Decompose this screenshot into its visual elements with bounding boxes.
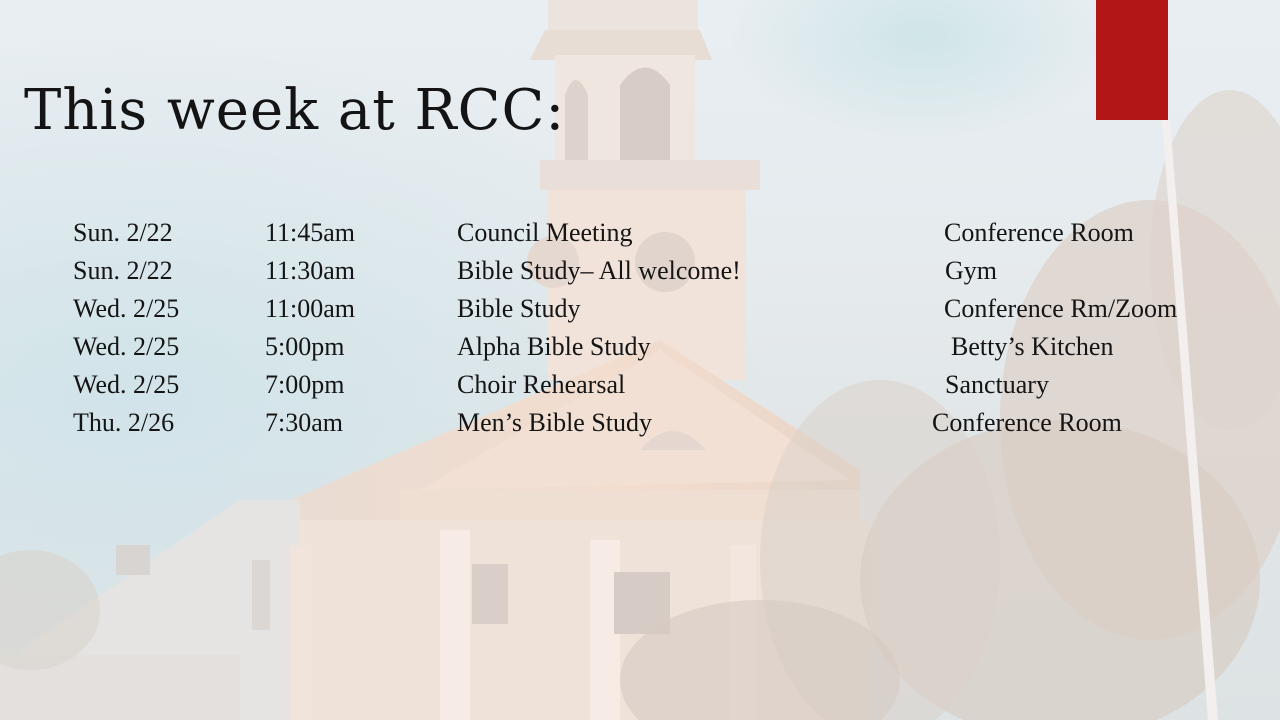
event-day: Wed. 2/25 xyxy=(73,332,180,361)
event-day: Sun. 2/22 xyxy=(73,218,173,247)
event-time: 7:00pm xyxy=(265,370,345,399)
schedule-table xyxy=(0,214,1280,442)
schedule-row xyxy=(0,290,1280,328)
slide-title: This week at RCC: xyxy=(24,78,566,143)
event-location: Betty’s Kitchen xyxy=(951,332,1114,361)
event-name: Alpha Bible Study xyxy=(457,332,651,361)
event-day: Sun. 2/22 xyxy=(73,256,173,285)
event-location: Sanctuary xyxy=(945,370,1049,399)
event-time: 7:30am xyxy=(265,408,343,437)
event-time: 11:45am xyxy=(265,218,356,247)
event-location: Conference Rm/Zoom xyxy=(944,294,1178,323)
schedule-row xyxy=(0,404,1280,442)
red-accent-bar xyxy=(1096,0,1168,120)
schedule-row xyxy=(0,328,1280,366)
event-time: 11:30am xyxy=(265,256,356,285)
event-name: Council Meeting xyxy=(457,218,633,247)
event-time: 11:00am xyxy=(265,294,356,323)
event-location: Conference Room xyxy=(944,218,1134,247)
event-location: Conference Room xyxy=(932,408,1122,437)
event-day: Wed. 2/25 xyxy=(73,294,180,323)
event-day: Thu. 2/26 xyxy=(73,408,175,437)
event-name: Bible Study xyxy=(457,294,581,323)
schedule-row xyxy=(0,252,1280,290)
schedule-row xyxy=(0,366,1280,404)
event-name: Choir Rehearsal xyxy=(457,370,626,399)
event-name: Men’s Bible Study xyxy=(457,408,653,437)
event-day: Wed. 2/25 xyxy=(73,370,180,399)
event-name: Bible Study– All welcome! xyxy=(457,256,741,285)
schedule-row xyxy=(0,214,1280,252)
event-time: 5:00pm xyxy=(265,332,345,361)
event-location: Gym xyxy=(945,256,997,285)
